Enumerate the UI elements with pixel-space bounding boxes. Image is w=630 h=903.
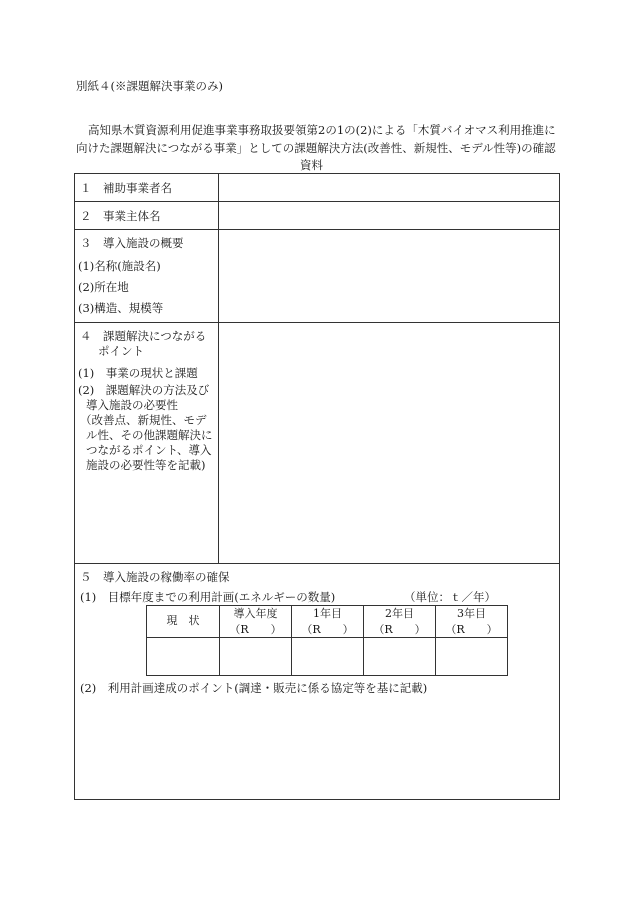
label-facility-overview: ３ 導入施設の概要 bbox=[80, 236, 184, 250]
col-sub: （R ） bbox=[373, 623, 426, 636]
col-header-year-3 bbox=[436, 606, 507, 638]
col-label: 導入年度 bbox=[233, 607, 278, 620]
label-solution-method-cont: 導入施設の必要性 bbox=[86, 398, 178, 412]
intro-line-1: 高知県木質資源利用促進事業事務取扱要領第2の1の(2)による「木質バイオマス利用推進に bbox=[88, 123, 556, 137]
label-facility-name: (1)名称(施設名) bbox=[78, 259, 161, 273]
inner-border-bottom bbox=[146, 675, 507, 676]
label-facility-structure: (3)構造、規模等 bbox=[78, 301, 164, 315]
table-border-bottom bbox=[74, 799, 560, 800]
table-border-right bbox=[559, 173, 560, 800]
col-sub: （R ） bbox=[229, 623, 282, 636]
column-separator bbox=[218, 173, 219, 563]
note-line-2: ル性、その他課題解決に bbox=[86, 428, 213, 442]
row-separator-1 bbox=[74, 201, 560, 202]
inner-border-right bbox=[507, 605, 508, 676]
label-grantee: １ 補助事業者名 bbox=[80, 181, 172, 195]
row-separator-3 bbox=[74, 322, 560, 323]
col-header-year-2 bbox=[364, 606, 435, 638]
label-utilization-rate: ５ 導入施設の稼働率の確保 bbox=[80, 570, 230, 584]
note-line-4: 施設の必要性等を記載) bbox=[86, 458, 206, 472]
col-sub: （R ） bbox=[301, 623, 354, 636]
col-header-year-1 bbox=[292, 606, 363, 638]
label-usage-plan: (1) 目標年度までの利用計画(エネルギーの数量) bbox=[80, 590, 336, 604]
intro-line-2: 向けた課題解決につながる事業」としての課題解決方法(改善性、新規性、モデル性等)の確認 bbox=[76, 141, 556, 155]
label-facility-location: (2)所在地 bbox=[78, 280, 129, 294]
table-border-top bbox=[74, 173, 560, 174]
label-solution-method: (2) 課題解決の方法及び bbox=[78, 383, 210, 397]
col-sub: （R ） bbox=[445, 623, 498, 636]
field-facility-overview[interactable] bbox=[221, 232, 556, 319]
label-project-entity: ２ 事業主体名 bbox=[80, 209, 161, 223]
row-separator-2 bbox=[74, 229, 560, 230]
table-border-left bbox=[74, 173, 75, 800]
label-solution-points-cont: ポイント bbox=[98, 344, 144, 358]
field-solution-points[interactable] bbox=[221, 325, 556, 560]
value-year-3[interactable] bbox=[436, 638, 507, 675]
value-year-2[interactable] bbox=[364, 638, 435, 675]
col-label: 1年目 bbox=[313, 607, 342, 620]
col-label: 2年目 bbox=[385, 607, 414, 620]
label-solution-points: ４ 課題解決につながる bbox=[80, 329, 207, 343]
label-current-status: (1) 事業の現状と課題 bbox=[78, 366, 198, 380]
note-line-1: （改善点、新規性、モデ bbox=[80, 413, 207, 427]
value-current[interactable] bbox=[147, 638, 219, 675]
value-year-1[interactable] bbox=[292, 638, 363, 675]
intro-line-3: 資料 bbox=[300, 158, 323, 172]
row-separator-4 bbox=[74, 563, 560, 564]
col-label: 3年目 bbox=[457, 607, 486, 620]
note-line-3: つながるポイント、導入 bbox=[86, 443, 212, 457]
row-header-current: 現 状 bbox=[166, 614, 200, 627]
field-project-entity[interactable] bbox=[221, 204, 556, 226]
value-intro-year[interactable] bbox=[220, 638, 291, 675]
label-plan-achievement: (2) 利用計画達成のポイント(調達・販売に係る協定等を基に記載) bbox=[80, 681, 428, 695]
field-plan-achievement[interactable] bbox=[78, 698, 556, 796]
label-unit: （単位：ｔ／年） bbox=[404, 590, 496, 604]
col-header-intro-year bbox=[220, 606, 291, 638]
attachment-label: 別紙４(※課題解決事業のみ) bbox=[76, 79, 223, 93]
field-grantee[interactable] bbox=[221, 176, 556, 198]
